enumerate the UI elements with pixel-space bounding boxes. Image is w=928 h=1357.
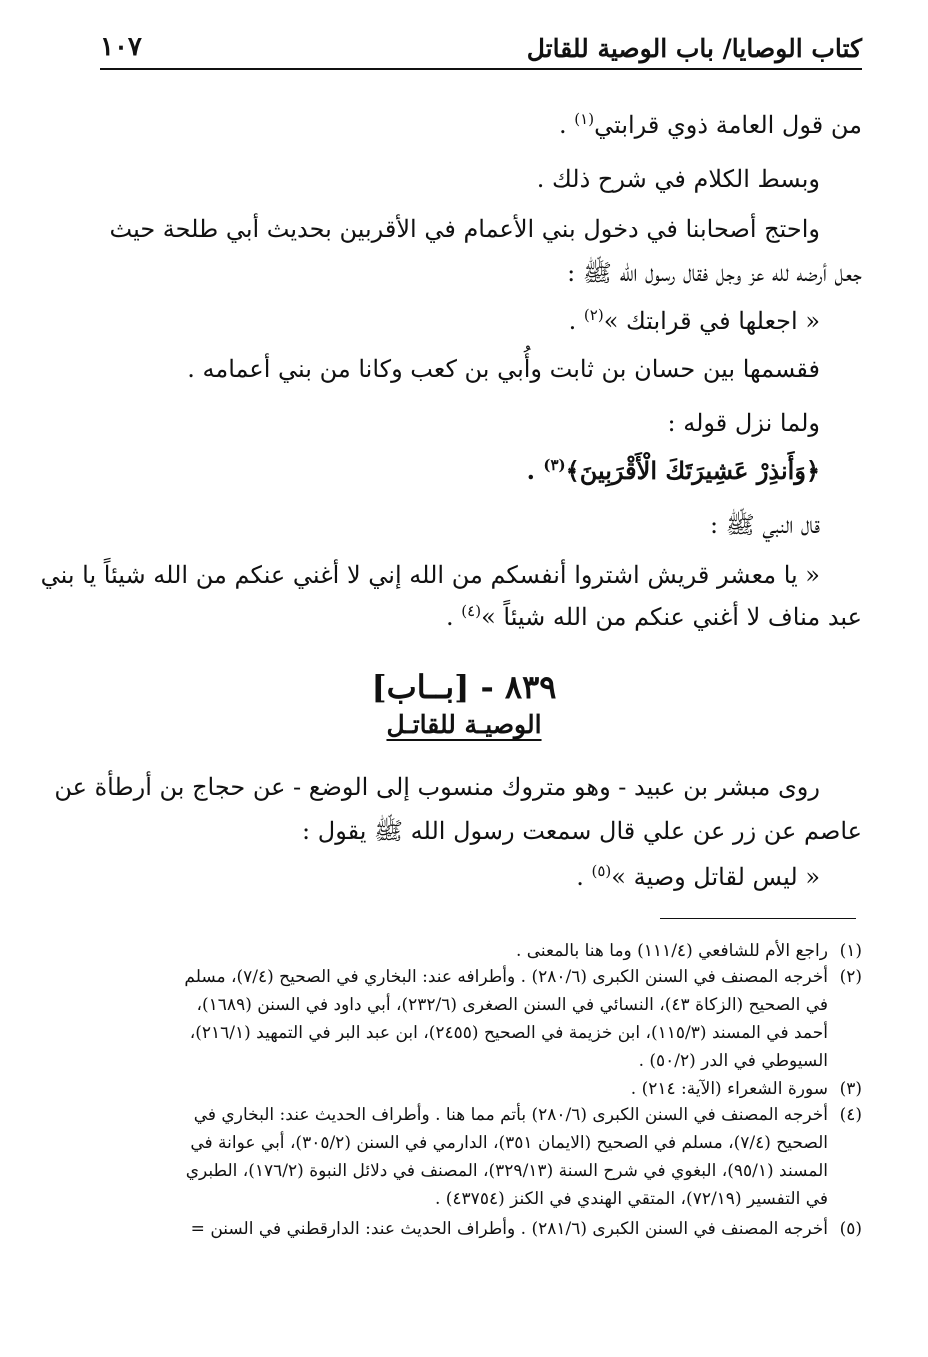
chapter-title: الوصيـة للقاتـل — [386, 710, 542, 739]
paragraph: فقسمها بين حسان بن ثابت وأُبي بن كعب وكانا من بني أعمامه . — [187, 355, 820, 383]
hadith-quote: « اجعلها في قرابتك »$^{(٢)}$ . — [568, 306, 820, 335]
quran-verse: ﴿وَأَنذِرْ عَشِيرَتَكَ الْأَقْرَبِينَ﴾$^{(٣)}$ . — [526, 456, 820, 485]
paragraph: ولما نزل قوله : — [667, 409, 820, 437]
paragraph: من قول العامة ذوي قرابتي$^{(١)}$ . — [559, 110, 862, 139]
hadith-quote: « يا معشر قريش اشتروا أنفسكم من الله إني لا أغني عنكم من الله شيئاً يا بني — [40, 561, 820, 589]
footnote-ref[interactable]: (٢) — [583, 306, 604, 324]
footnote-ref[interactable]: (٥) — [591, 862, 612, 880]
footnote-number: (٥) — [839, 1219, 862, 1239]
footnote-ref[interactable]: (٤) — [461, 602, 482, 620]
book-page: كتاب الوصايا/ باب الوصية للقاتل ١٠٧ من قول العامة ذوي قرابتي$^{(١)}$ . وبسط الكلام في شرح ذلك . واحتج أصحابنا في دخول بني الأعمام في الأقربين بحديث أبي طلحة حيث جعل أرضه لله عز وجل فقال رسول الله ﷺ : « اجعلها في قرابتك »$^{(٢)}$ . فقسمها بين حسان بن ثابت وأُبي بن كعب وكانا من بني أعمامه . ولما نزل قوله : ﴿وَأَنذِرْ عَشِيرَتَكَ الْأَقْرَبِينَ﴾$^{(٣)}$ . قال النبي ﷺ : « يا معشر قريش اشتروا أنفسكم من الله إني لا أغني عنكم من الله شيئاً يا بني عبد مناف لا أغني عنكم من الله شيئاً »$^{(٤)}$ . ٨٣٩ - [بــاب] الوصيـة للقاتـل روى مبشر بن عبيد - وهو متروك منسوب إلى الوضع - عن حجاج بن أرطأة عن عاصم عن زر عن علي قال سمعت رسول الله ﷺ يقول : « ليس لقاتل وصية »$^{(٥)}$ . (١) راجع الأم للشافعي (١١١/٤) وما هنا بالمعنى . (٢) أخرجه المصنف في السنن الكبرى (٢٨٠/٦) . وأطرافه عند: البخاري في الصحيح (٧/٤)، مسلم في الصحيح (الزكاة ٤٣)، النسائي في السنن الصغرى (٢٣٢/٦)، أبي داود في السنن (١٦٨٩)، أحمد في المسند (١١٥/٣)، ابن خزيمة في الصحيح (٢٤٥٥)، ابن عبد البر في التمهيد (٢١٦/١)، السيوطي في الدر (٥٠/٢) . (٣) سورة الشعراء (الآية: ٢١٤) . (٤) أخرجه المصنف في السنن الكبرى (٢٨٠/٦) بأتم مما هنا . وأطراف الحديث عند: البخاري في الصحيح (٧/٤)، مسلم في الصحيح (الايمان ٣٥١)، الدارمي في السنن (٣٠٥/٢)، أبي عوانة في المسند (٩٥/١)، البغوي في شرح السنة (٣٢٩/١٣)، المصنف في دلائل النبوة (١٧٦/٢)، الطبري في التفسير (٧٢/١٩)، المتقي الهندي في الكنز (٤٣٧٥٤) . (٥) أخرجه المصنف في السنن الكبرى (٢٨١/٦) . وأطراف الحديث عند: الدارقطني في السنن = — [0, 0, 928, 1357]
paragraph: وبسط الكلام في شرح ذلك . — [536, 165, 820, 193]
header-rule — [100, 68, 862, 70]
footnote-number: (١) — [839, 941, 862, 961]
paragraph: روى مبشر بن عبيد - وهو متروك منسوب إلى الوضع - عن حجاج بن أرطأة عن — [54, 773, 820, 801]
chapter-number: ٨٣٩ - [بــاب] — [371, 668, 557, 706]
paragraph: عاصم عن زر عن علي قال سمعت رسول الله ﷺ يقول : — [302, 817, 862, 845]
footnote-number: (٤) — [839, 1105, 862, 1125]
page-number: ١٠٧ — [100, 32, 142, 62]
main-text-2 — [54, 770, 862, 910]
paragraph: واحتج أصحابنا في دخول بني الأعمام في الأقربين بحديث أبي طلحة حيث — [109, 215, 820, 243]
footnote-number: (٣) — [839, 1079, 862, 1099]
paragraph: قال النبي ﷺ : — [709, 511, 820, 539]
running-title: كتاب الوصايا/ باب الوصية للقاتل — [526, 34, 862, 63]
paragraph: جعل أرضه لله عز وجل فقال رسول الله ﷺ : — [567, 259, 862, 287]
footnote-separator — [660, 918, 856, 919]
footnote-number: (٢) — [839, 967, 862, 987]
main-text — [40, 108, 862, 648]
running-header — [100, 24, 862, 70]
hadith-quote: عبد مناف لا أغني عنكم من الله شيئاً »$^{(٤)}$ . — [446, 602, 862, 631]
hadith-quote: « ليس لقاتل وصية »$^{(٥)}$ . — [576, 862, 820, 891]
footnote-ref[interactable]: (٣) — [543, 456, 566, 474]
footnote-ref[interactable]: (١) — [574, 110, 595, 128]
